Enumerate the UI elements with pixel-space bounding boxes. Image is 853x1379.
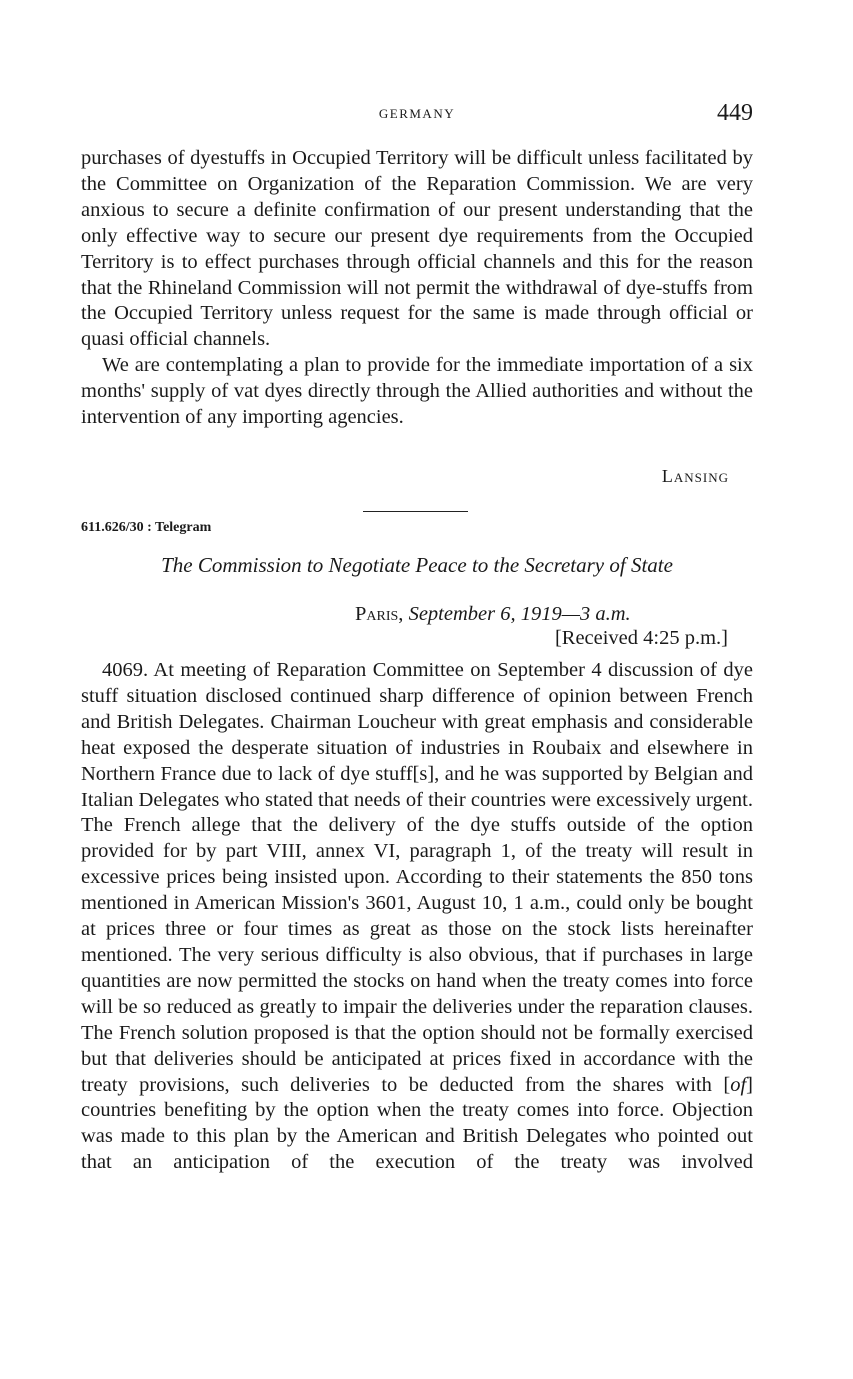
continuation-text — [81, 146, 753, 431]
page-number: 449 — [717, 100, 753, 126]
running-head: GERMANY — [378, 106, 456, 121]
page-header — [81, 100, 753, 130]
section-divider — [363, 511, 468, 512]
dateline-date: September 6, 1919—3 a.m. — [408, 603, 631, 625]
telegram-paragraph — [81, 658, 753, 1176]
document-title: The Commission to Negotiate Peace to the Secretary of State — [161, 553, 673, 577]
signature: Lansing — [661, 466, 729, 486]
dateline-place: Paris, — [355, 603, 404, 625]
received-note: [Received 4:25 p.m.] — [554, 627, 728, 649]
editorial-insertion: of — [730, 1073, 747, 1096]
paragraph-2: We are contemplating a plan to provide for the immediate importation of a six months' supply of vat dyes directly through the Allied authorities and without the intervention of any importing agencies. — [81, 354, 753, 429]
dateline — [355, 603, 631, 626]
telegram-body — [81, 658, 753, 1176]
paragraph-1: purchases of dyestuffs in Occupied Territory will be difficult unless facilitated by the Committee on Organization of the Reparation Commission. We are very anxious to secure a definite confirmation of our present understanding that the only effective way to secure our present dye requirements from the Occupied Territory is to effect purchases through official channels and this for the reason that the Rhineland Commission will not permit the withdrawal of dye-stuffs from the Occupied Territory unless request for the same is made through official or quasi official channels. — [81, 147, 753, 351]
body-part-2: ] countries benefiting by the option when the treaty comes into force. Objection was made to this plan by the American and British Delegates who pointed out that an anticipation of the execution of the treaty was involved — [81, 1073, 753, 1174]
file-number: 611.626/30 : Telegram — [81, 520, 212, 535]
body-part-1: 4069. At meeting of Reparation Committee on September 4 discussion of dye stuff situation disclosed continued sharp difference of opinion between French and British Delegates. Chairman Loucheur with great emphasis and considerable heat exposed the desperate situation of industries in Roubaix and elsewhere in Northern France due to lack of dye stuff[s], and he was supported by Belgian and Italian Delegates who stated that needs of their countries were excessively urgent. The French allege that the delivery of the dye stuffs outside of the option provided for by part VIII, annex VI, paragraph 1, of the treaty will result in excessive prices being insisted upon. According to their statements the 850 tons mentioned in American Mission's 3601, August 10, 1 a.m., could only be bought at prices three or four times as great as those on the stock lists hereinafter mentioned. The very serious difficulty is also obvious, that if purchases in large quantities are now permitted the stocks on hand when the treaty comes into force will be so reduced as greatly to impair the deliveries under the reparation clauses. The French solution proposed is that the option should not be formally exercised but that deliveries should be anticipated at prices fixed in accordance with the treaty provisions, such deliveries to be deducted from the shares with [ — [81, 659, 753, 1096]
